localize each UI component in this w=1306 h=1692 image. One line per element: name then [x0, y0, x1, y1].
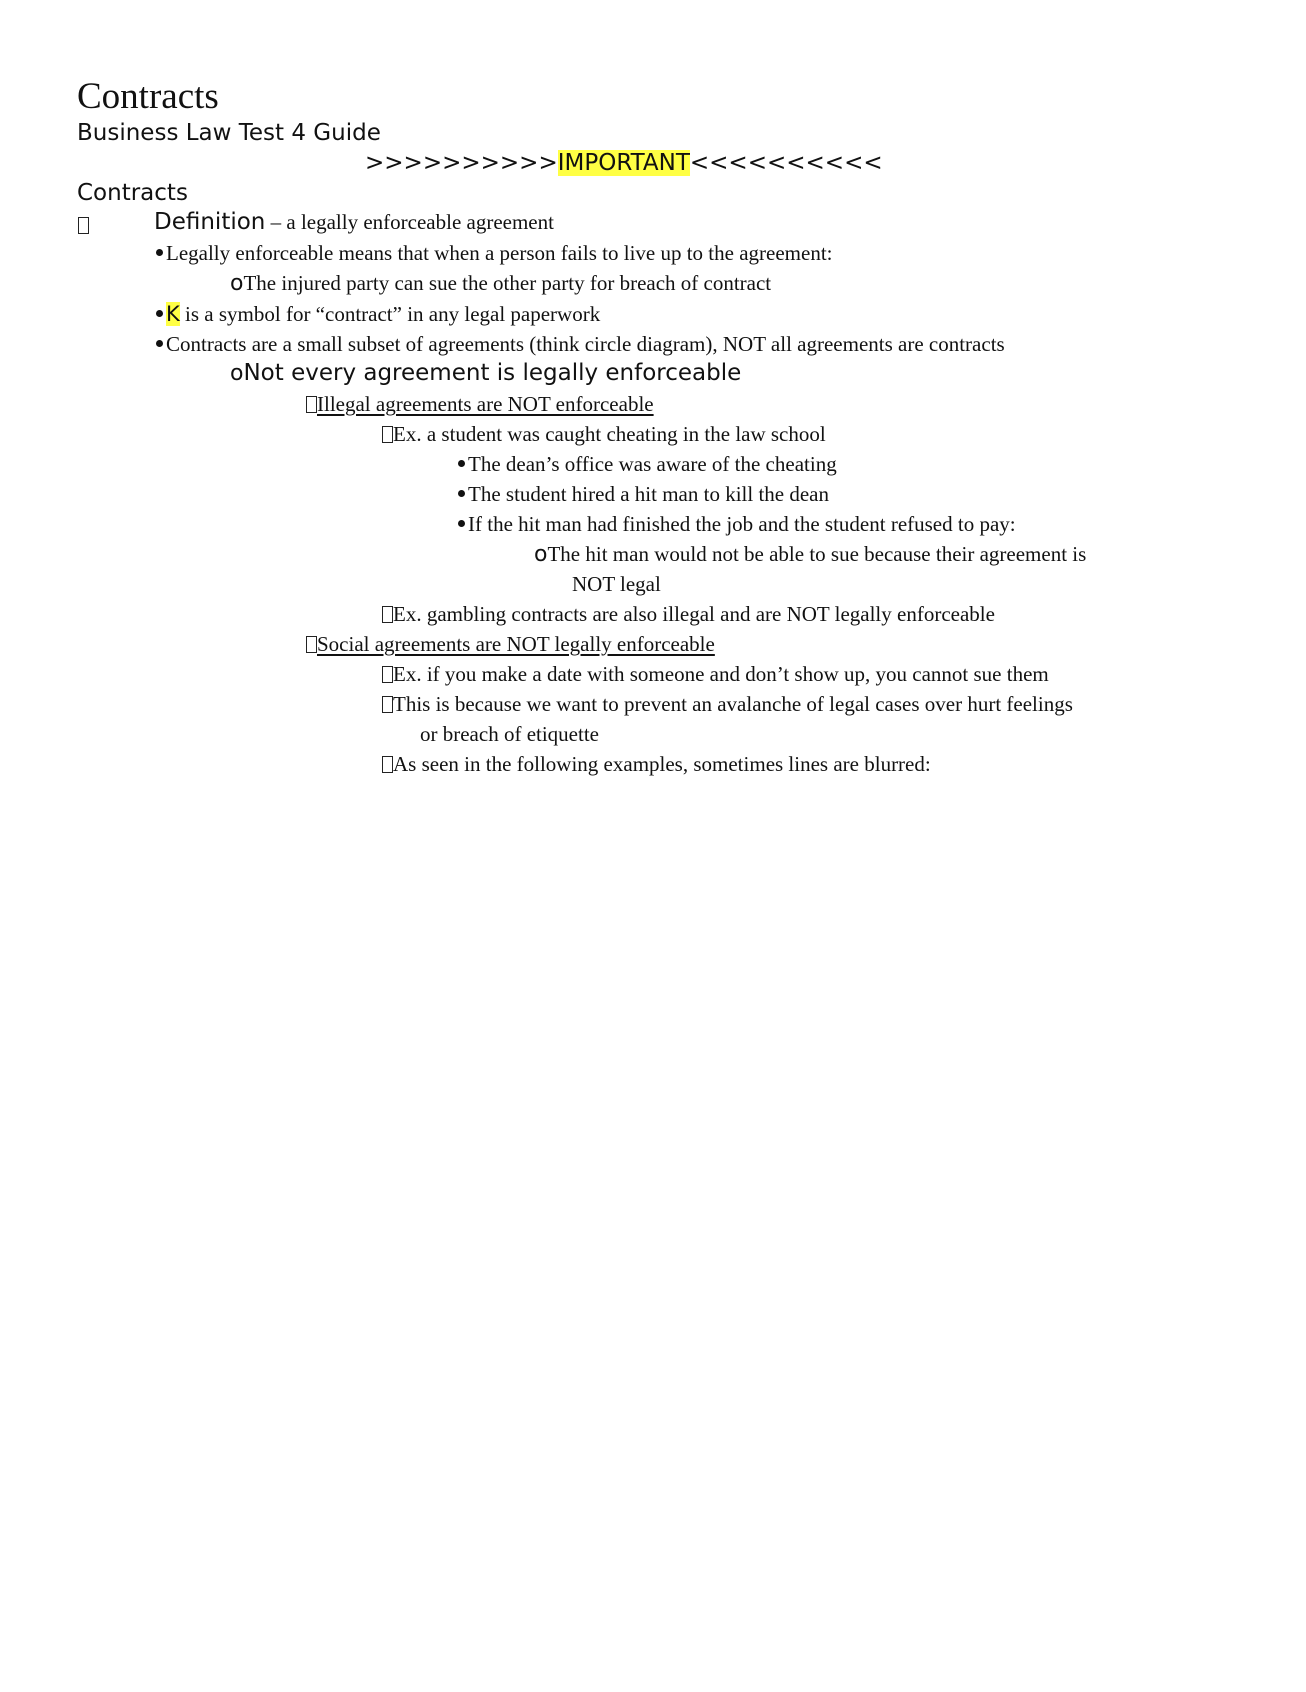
- list-item: [382, 424, 826, 445]
- placeholder-box-icon: [306, 636, 317, 653]
- list-item-text: Social agreements are NOT legally enforceable: [317, 632, 715, 656]
- list-item: [382, 754, 931, 775]
- important-highlight: IMPORTANT: [557, 150, 690, 176]
- placeholder-box-icon: [382, 666, 393, 683]
- list-item-text: This is because we want to prevent an avalanche of legal cases over hurt feelings: [393, 692, 1073, 716]
- list-item: [156, 243, 833, 264]
- placeholder-box-icon: [382, 756, 393, 773]
- bullet-icon: [156, 340, 163, 347]
- important-arrows-left: >>>>>>>>>>: [365, 150, 558, 176]
- list-item-text: is a symbol for “contract” in any legal paperwork: [179, 302, 601, 326]
- list-item: [230, 362, 741, 385]
- definition-term: Definition: [154, 209, 266, 235]
- list-item: [306, 394, 654, 415]
- list-item: [156, 304, 600, 325]
- list-item: [458, 484, 829, 505]
- list-item-text: Ex. if you make a date with someone and don’t show up, you cannot sue them: [393, 662, 1049, 686]
- list-item-text: Contracts are a small subset of agreements (think circle diagram), NOT all agreements are contracts: [166, 332, 1005, 356]
- document-subtitle: Business Law Test 4 Guide: [77, 120, 381, 146]
- bullet-icon: [458, 490, 465, 497]
- placeholder-box-icon: [382, 696, 393, 713]
- list-item-text: The student hired a hit man to kill the dean: [468, 482, 829, 506]
- important-arrows-right: <<<<<<<<<<: [689, 150, 883, 176]
- circle-bullet-icon: o: [534, 542, 548, 567]
- bullet-icon: [458, 460, 465, 467]
- list-item: [306, 634, 715, 655]
- list-item: [156, 334, 1005, 355]
- list-item-text: Ex. a student was caught cheating in the law school: [393, 422, 826, 446]
- list-item: [458, 514, 1016, 535]
- placeholder-box-icon: [382, 426, 393, 443]
- list-item-text: If the hit man had finished the job and the student refused to pay:: [468, 512, 1016, 536]
- list-item: [382, 694, 1073, 715]
- section-heading: Contracts: [77, 180, 188, 206]
- list-item-text: Illegal agreements are NOT enforceable: [317, 392, 654, 416]
- circle-bullet-icon: o: [230, 361, 244, 386]
- document-title: Contracts: [77, 76, 219, 117]
- circle-bullet-icon: o: [230, 271, 244, 296]
- list-item-text: As seen in the following examples, sometimes lines are blurred:: [393, 752, 931, 776]
- bullet-icon: [458, 520, 465, 527]
- list-item-text: Legally enforceable means that when a person fails to live up to the agreement:: [166, 241, 833, 265]
- list-item-text: Ex. gambling contracts are also illegal and are NOT legally enforceable: [393, 602, 995, 626]
- placeholder-box-icon: [306, 396, 317, 413]
- k-symbol-highlight: K: [166, 302, 180, 326]
- list-item: [458, 454, 837, 475]
- bullet-icon: [156, 310, 163, 317]
- list-item-text: The dean’s office was aware of the cheating: [468, 452, 837, 476]
- placeholder-box-icon: [382, 606, 393, 623]
- list-item-continuation: or breach of etiquette: [420, 722, 599, 746]
- list-item-continuation: NOT legal: [572, 572, 661, 596]
- definition-line: [154, 211, 554, 234]
- list-item: [382, 604, 995, 625]
- list-item-text: Not every agreement is legally enforceable: [243, 360, 742, 386]
- definition-text: – a legally enforceable agreement: [265, 210, 554, 234]
- placeholder-box-icon: [78, 217, 89, 236]
- list-item: [534, 544, 1086, 566]
- important-banner: [365, 152, 883, 175]
- bullet-icon: [156, 249, 163, 256]
- list-item-text: The hit man would not be able to sue because their agreement is: [547, 542, 1087, 566]
- list-item-text: The injured party can sue the other party for breach of contract: [243, 271, 772, 295]
- list-item: [230, 273, 771, 295]
- list-item: [382, 664, 1049, 685]
